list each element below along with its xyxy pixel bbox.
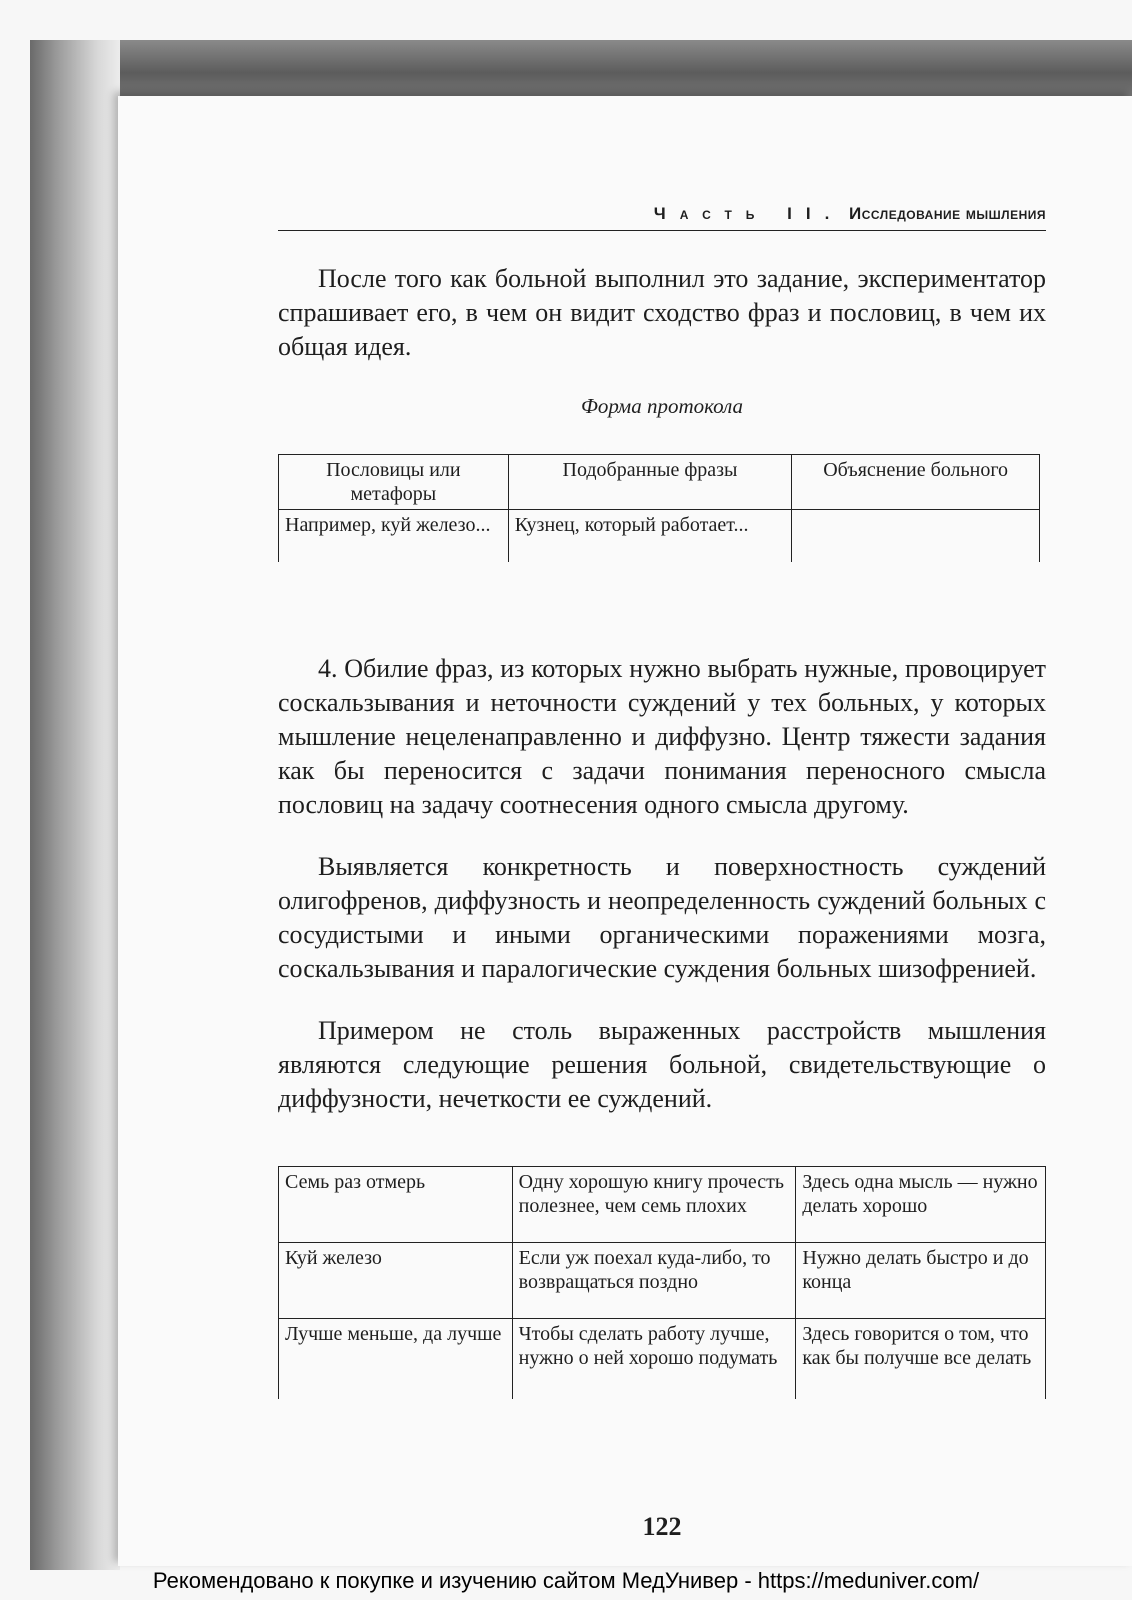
- page-fold-shadow-top: [30, 40, 1132, 100]
- protocol-cell: Например, куй железо...: [279, 510, 509, 562]
- table-cell: Семь раз отмерь: [279, 1167, 513, 1243]
- table-cell: Здесь одна мысль — нужно делать хорошо: [796, 1167, 1046, 1243]
- paragraph-5: Выявляется конкретность и поверхностность суждений олигофренов, диффузность и неопределенность суждений больных с сосудистыми и иными органическими поражениями мозга, соскальзывания и паралогические суждения больных шизофренией.: [278, 852, 1046, 983]
- protocol-caption: Форма протокола: [580, 394, 744, 418]
- example-table: [278, 1166, 1046, 1399]
- table-cell: Если уж поехал куда-либо, то возвращаться поздно: [512, 1243, 796, 1319]
- protocol-header-cell: Объяснение больного: [792, 455, 1040, 510]
- table-cell: Лучше меньше, да лучше: [279, 1319, 513, 1399]
- footer-link[interactable]: Рекомендовано к покупке и изучению сайтом МедУнивер - https://meduniver.com/: [152, 1568, 980, 1593]
- paragraph-6: Примером не столь выраженных расстройств мышления являются следующие решения больной, свидетельствующие о диффузности, нечеткости ее суждений.: [278, 1016, 1046, 1113]
- protocol-cell: Кузнец, который работает...: [508, 510, 792, 562]
- protocol-table: [278, 454, 1040, 562]
- running-header: [278, 204, 1046, 231]
- paragraph-4: 4. Обилие фраз, из которых нужно выбрать нужные, провоцирует соскальзывания и неточности суждений у тех больных, у которых мышление нецеленаправленно и диффузно. Центр тяжести задания как бы переносится с задачи понимания переносного смысла пословиц на задачу соотнесения одного смысла другому.: [278, 654, 1046, 819]
- table-cell: Куй железо: [279, 1243, 513, 1319]
- table-cell: Здесь говорится о том, что как бы получше все делать: [796, 1319, 1046, 1399]
- table-cell: Чтобы сделать работу лучше, нужно о ней хорошо подумать: [512, 1319, 796, 1399]
- protocol-header-cell: Подобранные фразы: [508, 455, 792, 510]
- table-cell: Нужно делать быстро и до конца: [796, 1243, 1046, 1319]
- header-title: Исследование мышления: [849, 204, 1046, 223]
- protocol-cell: [792, 510, 1040, 562]
- intro-paragraph: После того как больной выполнил это задание, экспериментатор спрашивает его, в чем он видит сходство фраз и пословиц, в чем их общая идея.: [278, 264, 1046, 361]
- header-part: Часть II.: [653, 204, 844, 223]
- page-fold-shadow-left: [30, 40, 120, 1570]
- protocol-header-cell: Пословицы или метафоры: [279, 455, 509, 510]
- table-cell: Одну хорошую книгу прочесть полезнее, чем семь плохих: [512, 1167, 796, 1243]
- page-number: 122: [642, 1512, 682, 1541]
